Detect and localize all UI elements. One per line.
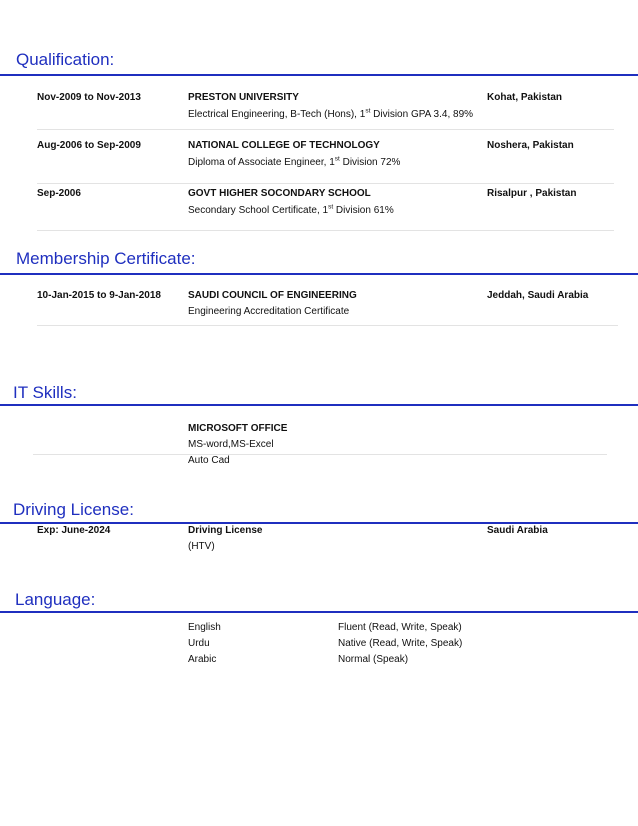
membership-rule	[0, 273, 638, 275]
membership-detail: Engineering Accreditation Certificate	[188, 306, 350, 317]
qualification-rule	[0, 74, 638, 76]
language-heading: Language:	[15, 590, 96, 609]
qualification-detail	[188, 157, 400, 168]
language-level: Fluent (Read, Write, Speak)	[338, 622, 462, 633]
language-name: Arabic	[188, 654, 217, 665]
row-divider	[37, 129, 614, 130]
qualification-institution: GOVT HIGHER SOCONDARY SCHOOL	[188, 188, 371, 199]
driving-location: Saudi Arabia	[487, 525, 548, 536]
qualification-dates: Aug-2006 to Sep-2009	[37, 140, 141, 151]
qualification-institution: NATIONAL COLLEGE OF TECHNOLOGY	[188, 140, 380, 151]
row-divider	[37, 325, 618, 326]
detail-text: Electrical Engineering, B-Tech (Hons), 1	[188, 109, 366, 120]
row-divider	[37, 230, 614, 231]
language-rule	[0, 611, 638, 613]
detail-superscript: st	[328, 203, 334, 211]
language-level: Normal (Speak)	[338, 654, 409, 665]
driving-heading: Driving License:	[13, 500, 134, 519]
detail-text: Division GPA 3.4, 89%	[370, 109, 474, 120]
qualification-detail	[188, 109, 473, 120]
detail-text: Diploma of Associate Engineer, 1	[188, 157, 335, 168]
detail-superscript: st	[365, 107, 371, 115]
detail-superscript: st	[334, 155, 340, 163]
driving-rule	[0, 522, 638, 524]
it-skills-title: MICROSOFT OFFICE	[188, 423, 288, 434]
membership-heading: Membership Certificate:	[16, 249, 196, 268]
qualification-location: Noshera, Pakistan	[487, 140, 574, 151]
driving-expiry: Exp: June-2024	[37, 525, 111, 536]
language-name: English	[188, 622, 221, 633]
row-divider	[33, 454, 607, 455]
qualification-detail	[188, 205, 394, 216]
membership-organization: SAUDI COUNCIL OF ENGINEERING	[188, 290, 357, 301]
driving-type: (HTV)	[188, 541, 215, 552]
qualification-institution: PRESTON UNIVERSITY	[188, 92, 299, 103]
driving-title: Driving License	[188, 525, 263, 536]
qualification-heading: Qualification:	[16, 50, 115, 69]
row-divider	[37, 183, 614, 184]
language-name: Urdu	[188, 638, 210, 649]
detail-text: Division 61%	[333, 205, 394, 216]
qualification-dates: Sep-2006	[37, 188, 81, 199]
language-level: Native (Read, Write, Speak)	[338, 638, 463, 649]
detail-text: Division 72%	[339, 157, 401, 168]
it-skill-item: Auto Cad	[188, 455, 230, 466]
qualification-dates: Nov-2009 to Nov-2013	[37, 92, 141, 103]
detail-text: Secondary School Certificate, 1	[188, 205, 329, 216]
it-skill-item: MS-word,MS-Excel	[188, 439, 274, 450]
membership-location: Jeddah, Saudi Arabia	[487, 290, 589, 301]
qualification-location: Risalpur , Pakistan	[487, 188, 577, 199]
qualification-location: Kohat, Pakistan	[487, 92, 563, 103]
membership-dates: 10-Jan-2015 to 9-Jan-2018	[37, 290, 161, 301]
it-skills-heading: IT Skills:	[13, 383, 77, 402]
it-skills-rule	[0, 404, 638, 406]
